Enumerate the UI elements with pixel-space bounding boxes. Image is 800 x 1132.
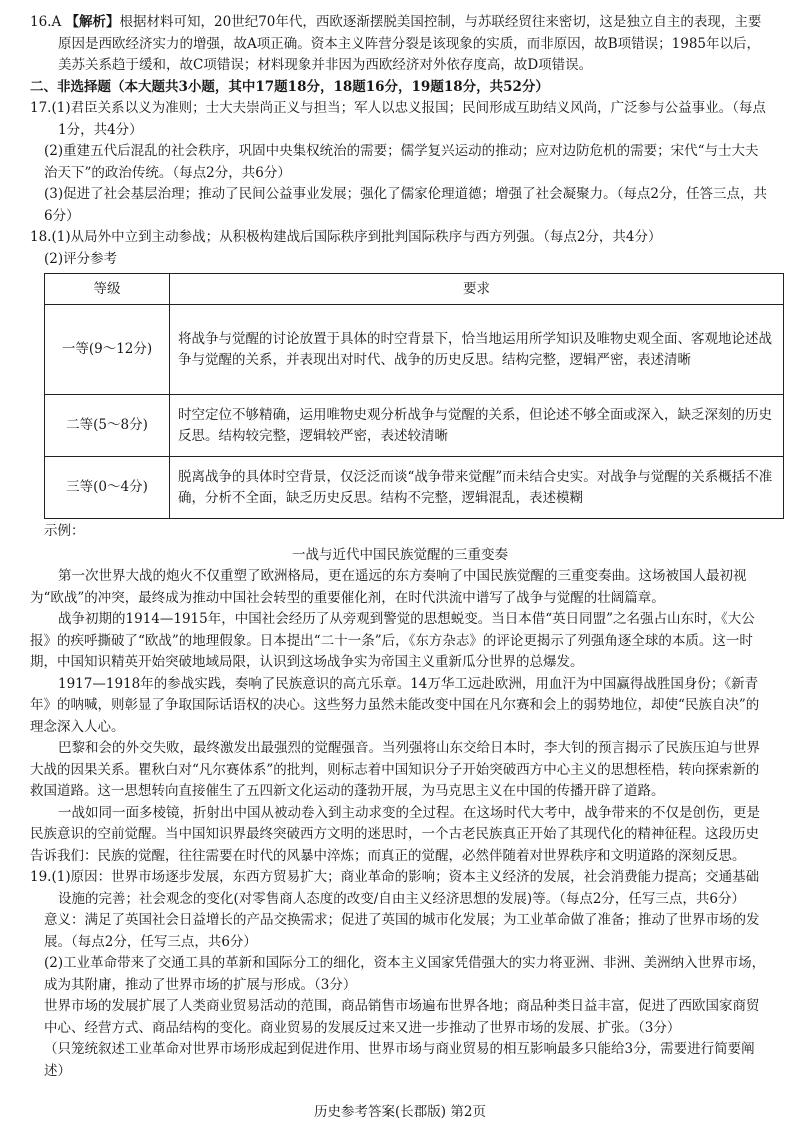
level-cell: 二等(5～8分) — [45, 395, 170, 457]
requirement-cell: 时空定位不够精确，运用唯物史观分析战争与觉醒的关系，但论述不够全面或深入，缺乏深刻的历史反思。结构较完整，逻辑较严密，表述较清晰 — [170, 395, 784, 457]
level-cell: 一等(9～12分) — [45, 305, 170, 395]
essay-title: 一战与近代中国民族觉醒的三重变奏 — [292, 546, 508, 563]
essay-paragraph: 一战如同一面多棱镜，折射出中国从被动卷入到主动求变的全过程。在这场时代大考中，战争带来的不仅是创伤，更是民族意识的空前觉醒。当中国知识界最终突破西方文明的迷思时，一个古老民族真正开始了其现代化的精神征程。这段历史告诉我们：民族的觉醒，往往需要在时代的风暴中淬炼；而真正的觉醒，必然伴随着对世界秩序和文明道路的深刻反思。 — [30, 804, 760, 864]
essay-paragraph: 战争初期的1914—1915年，中国社会经历了从旁观到警觉的思想蜕变。当日本借“英日同盟”之名强占山东时，《大公报》的疾呼撕破了“欧战”的地理假象。日本提出“二十一条”后，《东方杂志》的评论更揭示了列强角逐全球的本质。这一时期，中国知识精英开始突破地域局限，认识到这场战争实为帝国主义重新瓜分世界的总爆发。 — [30, 611, 755, 670]
header-requirement: 要求 — [170, 274, 784, 305]
q16-analysis-tag: 【解析】 — [65, 14, 120, 30]
q16-text: 根据材料可知，20世纪70年代，西欧逐渐摆脱美国控制，与苏联经贸往来密切，这是独立自主的表现，主要原因是西欧经济实力的增强，故A项正确。资本主义阵营分裂是该现象的实质，而非原因，故B项错误；1985年以后，美苏关系趋于缓和，故C项错误；材料现象并非因为西欧经济对外依存度高，故D项错误。 — [58, 14, 762, 73]
q19-part2: (2)工业革命带来了交通工具的革新和国际分工的细化，资本主义国家凭借强大的实力将亚洲、非洲、美洲纳入世界市场，成为其附庸，推动了世界市场的扩展与形成。（3分） — [44, 955, 766, 993]
q16-number: 16.A — [30, 14, 62, 30]
q16-answer — [30, 12, 770, 77]
table-row — [45, 395, 784, 457]
q19-part2-continued: 世界市场的发展扩展了人类商业贸易活动的范围，商品销售市场遍布世界各地；商品种类日益丰富，促进了西欧国家商贸中心、经营方式、商品结构的变化。商业贸易的发展反过来又进一步推动了世界市场的发展、扩张。（3分） — [44, 998, 760, 1036]
grading-table — [44, 273, 784, 519]
q19-part1-reasons: 19.(1)原因：世界市场逐步发展，东西方贸易扩大；商业革命的影响；资本主义经济的发展，社会消费能力提高；交通基础设施的完善；社会观念的变化(对零售商人态度的改变/自由主义经济思想的发展)等。（每点2分，任写三点，共6分） — [30, 869, 760, 907]
q18-part2-label: (2)评分参考 — [44, 250, 118, 267]
section-2-heading: 二、非选择题（本大题共3小题，其中17题18分，18题16分，19题18分，共52分） — [30, 78, 549, 95]
requirement-cell: 将战争与觉醒的讨论放置于具体的时空背景下，恰当地运用所学知识及唯物史观全面、客观地论述战争与觉醒的关系，并表现出对时代、战争的历史反思。结构完整，逻辑严密，表述清晰 — [170, 305, 784, 395]
level-cell: 三等(0～4分) — [45, 457, 170, 519]
q19-part1-significance: 意义：满足了英国社会日益增长的产品交换需求；促进了英国的城市化发展；为工业革命做了准备；推动了世界市场的发展。（每点2分，任写三点，共6分） — [44, 912, 760, 950]
requirement-cell: 脱离战争的具体时空背景，仅泛泛而谈“战争带来觉醒”而未结合史实。对战争与觉醒的关系概括不准确，分析不全面，缺乏历史反思。结构不完整，逻辑混乱，表述模糊 — [170, 457, 784, 519]
q18-part1: 18.(1)从局外中立到主动参战；从积极构建战后国际秩序到批判国际秩序与西方列强。（每点2分，共4分） — [30, 229, 662, 245]
table-row — [45, 457, 784, 519]
q17-part2: (2)重建五代后混乱的社会秩序，巩固中央集权统治的需要；儒学复兴运动的推动；应对边防危机的需要；宋代“与士大夫治天下”的政治传统。（每点2分，共6分） — [44, 143, 759, 181]
example-label: 示例： — [44, 523, 85, 539]
header-level: 等级 — [45, 274, 170, 305]
table-row — [45, 305, 784, 395]
q17-part1: 17.(1)君臣关系以义为准则；士大夫崇尚正义与担当；军人以忠义报国；民间形成互助结义风尚，广泛参与公益事业。（每点1分，共4分） — [30, 100, 766, 138]
page-footer: 历史参考答案(长郡版) 第2页 — [314, 1104, 486, 1120]
grading-table-header — [45, 274, 784, 305]
essay-paragraph: 第一次世界大战的炮火不仅重塑了欧洲格局，更在遥远的东方奏响了中国民族觉醒的三重变奏曲。这场被国人最初视为“欧战”的冲突，最终成为推动中国社会转型的重要催化剂，在时代洪流中谱写了战争与觉醒的壮阔篇章。 — [30, 568, 747, 606]
q19-scoring-note: （只笼统叙述工业革命对世界市场形成起到促进作用、世界市场与商业贸易的相互影响最多只能给3分，需要进行简要阐述） — [44, 1041, 755, 1079]
essay-paragraph: 巴黎和会的外交失败，最终激发出最强烈的觉醒强音。当列强将山东交给日本时，李大钊的预言揭示了民族压迫与世界大战的因果关系。瞿秋白对“凡尔赛体系”的批判，则标志着中国知识分子开始突破西方中心主义的思想桎梏，转向探索新的救国道路。这一思想转向直接催生了五四新文化运动的蓬勃开展，为马克思主义在中国的传播开辟了道路。 — [30, 740, 760, 799]
essay-paragraph: 1917—1918年的参战实践，奏响了民族意识的高亢乐章。14万华工远赴欧洲，用血汗为中国赢得战胜国身份；《新青年》的呐喊，则彰显了争取国际话语权的决心。这些努力虽然未能改变中国在凡尔赛和会上的弱势地位，却使“民族自决”的理念深入人心。 — [30, 675, 760, 735]
q17-part3: (3)促进了社会基层治理；推动了民间公益事业发展；强化了儒家伦理道德；增强了社会凝聚力。（每点2分，任答三点，共6分） — [44, 186, 767, 224]
